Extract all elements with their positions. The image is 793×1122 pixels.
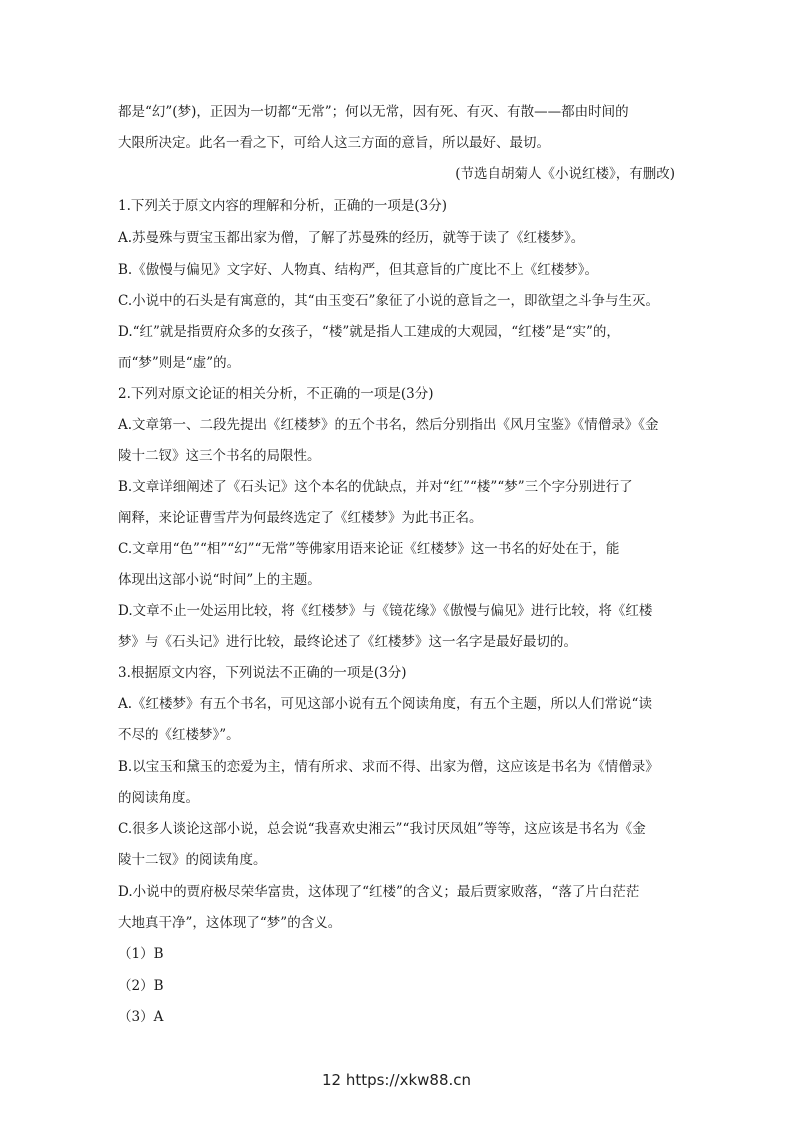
q1-option-a: A.苏曼殊与贾宝玉都出家为僧，了解了苏曼殊的经历，就等于读了《红楼梦》。: [118, 230, 585, 246]
passage-line-2: 大限所决定。此名一看之下，可给人这三方面的意旨，所以最好、最切。: [118, 135, 550, 151]
q3-option-c-line-2: 陵十二钗》的阅读角度。: [118, 852, 267, 868]
q1-option-d-line-2: 而“梦”则是“虚”的。: [118, 355, 241, 371]
q2-option-a-line-2: 陵十二钗》这三个书名的局限性。: [118, 448, 321, 464]
q2-option-b-line-1: B.文章详细阐述了《石头记》这个本名的优缺点，并对“红”“楼”“梦”三个字分别进行了: [118, 479, 633, 495]
q3-option-a-line-1: A.《红楼梦》有五个书名，可见这部小说有五个阅读角度，有五个主题，所以人们常说“读: [118, 696, 652, 712]
q1-option-d-line-1: D.“红”就是指贾府众多的女孩子，“楼”就是指人工建成的大观园，“红楼”是“实”的，: [118, 324, 620, 340]
answer-3: （3）A: [118, 1009, 164, 1025]
q3-option-b-line-2: 的阅读角度。: [118, 790, 199, 806]
answer-2: （2）B: [118, 978, 164, 994]
q3-option-d-line-2: 大地真干净”，这体现了“梦”的含义。: [118, 915, 342, 931]
q2-option-a-line-1: A.文章第一、二段先提出《红楼梦》的五个书名，然后分别指出《风月宝鉴》《情僧录》《金: [118, 417, 659, 433]
q2-option-d-line-1: D.文章不止一处运用比较，将《红楼梦》与《镜花缘》《傲慢与偏见》进行比较，将《红楼: [118, 603, 653, 619]
q2-option-d-line-2: 梦》与《石头记》进行比较，最终论述了《红楼梦》这一名字是最好最切的。: [118, 634, 577, 650]
answer-1: （1）B: [118, 946, 164, 962]
page-footer: 12 https://xkw88.cn: [321, 1071, 472, 1089]
q3-stem: 3.根据原文内容，下列说法不正确的一项是(3分): [118, 665, 407, 681]
q3-option-a-line-2: 不尽的《红楼梦》”。: [118, 727, 240, 743]
passage-line-1: 都是“幻”(梦)，正因为一切都“无常”；何以无常，因有死、有灭、有散——都由时间的: [118, 104, 629, 120]
q2-option-c-line-1: C.文章用“色”“相”“幻”“无常”等佛家用语来论证《红楼梦》这一书名的好处在于，能: [118, 541, 620, 557]
q1-stem: 1.下列关于原文内容的理解和分析，正确的一项是(3分): [118, 198, 448, 214]
q2-option-b-line-2: 阐释，来论证曹雪芹为何最终选定了《红楼梦》为此书正名。: [118, 510, 483, 526]
passage-source: (节选自胡菊人《小说红楼》，有删改): [455, 166, 675, 182]
q1-option-c: C.小说中的石头是有寓意的，其“由玉变石”象征了小说的意旨之一，即欲望之斗争与生灭。: [118, 293, 659, 309]
q3-option-b-line-1: B.以宝玉和黛玉的恋爱为主，情有所求、求而不得、出家为僧，这应该是书名为《情僧录》: [118, 759, 659, 775]
q2-stem: 2.下列对原文论证的相关分析，不正确的一项是(3分): [118, 386, 434, 402]
q3-option-c-line-1: C.很多人谈论这部小说，总会说“我喜欢史湘云”“我讨厌凤姐”等等，这应该是书名为《金: [118, 821, 646, 837]
q1-option-b: B.《傲慢与偏见》文字好、人物真、结构严，但其意旨的广度比不上《红楼梦》。: [118, 262, 598, 278]
q2-option-c-line-2: 体现出这部小说“时间”上的主题。: [118, 572, 321, 588]
q3-option-d-line-1: D.小说中的贾府极尽荣华富贵，这体现了“红楼”的含义；最后贾家败落，“落了片白茫茫: [118, 884, 640, 900]
